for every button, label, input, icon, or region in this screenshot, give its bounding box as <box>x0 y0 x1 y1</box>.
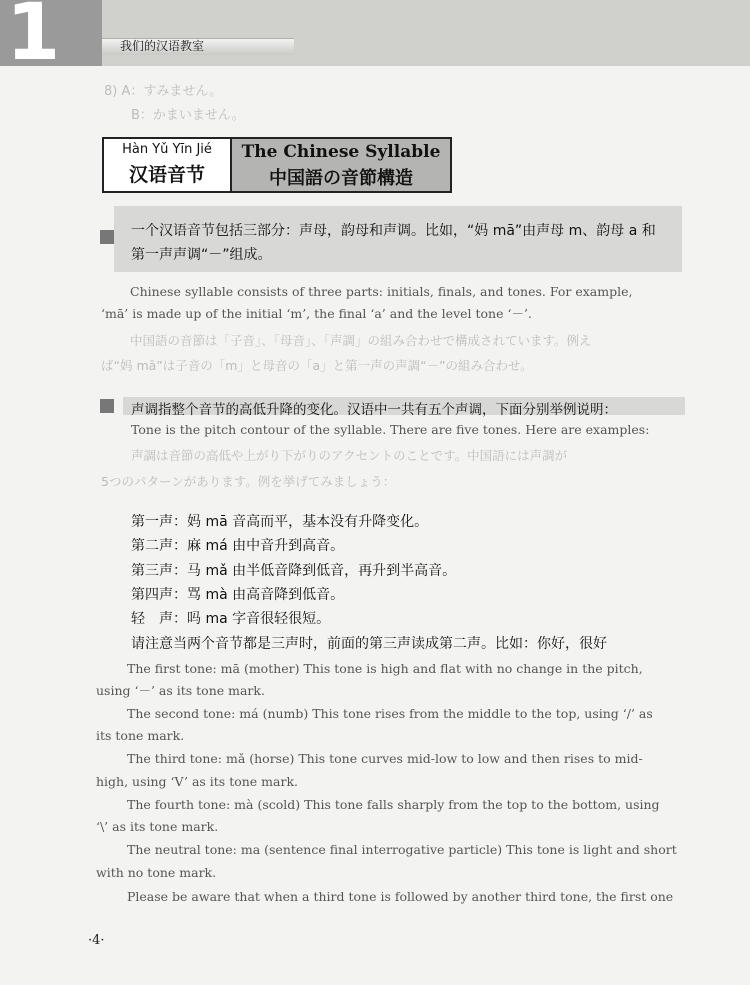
section1-cn-line1: 一个汉语音节包括三部分：声母，韵母和声调。比如，“妈 mā”由声母 m、韵母 a 和 <box>131 223 656 239</box>
tone-neutral-en-2: with no tone mark. <box>96 865 217 880</box>
title-left-panel <box>104 139 232 191</box>
tone-first-cn: 第一声：妈 mā 音高而平，基本没有升降变化。 <box>131 514 429 530</box>
section2-en-line: Tone is the pitch contour of the syllable. There are five tones. Here are examples: <box>131 422 650 437</box>
tone-third-cn: 第三声：马 mǎ 由半低音降到低音，再升到半高音。 <box>131 563 457 579</box>
section1-en-line1: Chinese syllable consists of three parts: initials, finals, and tones. For example, <box>130 284 633 299</box>
section1-ja-line2: ば“妈 mā”は子音の「m」と母音の「a」と第一声の声調“－”の組み合わせ。 <box>101 358 533 373</box>
section1-en-line2: ‘mā’ is made up of the initial ‘m’, the final ‘a’ and the level tone ‘－’. <box>101 306 532 321</box>
japanese-title: 中国語の音節構造 <box>269 168 413 189</box>
tone-second-en-2: its tone mark. <box>96 728 185 743</box>
tone-neutral-en-1: The neutral tone: ma (sentence final interrogative particle) This tone is light and short <box>127 842 677 857</box>
section2-cn-heading: 声调指整个音节的高低升降的变化。汉语中一共有五个声调，下面分别举例说明： <box>131 402 617 418</box>
header-band <box>102 0 750 66</box>
section-title: 我们的汉语教室 <box>120 39 205 53</box>
english-title: The Chinese Syllable <box>241 142 441 162</box>
tone-second-cn: 第二声：麻 má 由中音升到高音。 <box>131 538 345 554</box>
tone-third-en-1: The third tone: mǎ (horse) This tone curves mid-low to low and then rises to mid- <box>127 751 643 766</box>
title-box <box>102 137 452 193</box>
chinese-title: 汉语音节 <box>128 164 205 186</box>
section2-ja-line1: 声調は音節の高低や上がり下がりのアクセントのことです。中国語には声調が <box>131 448 568 463</box>
section1-cn-line2: 第一声声调“－”组成。 <box>131 247 272 263</box>
title-right-panel <box>232 139 450 191</box>
tone-fourth-cn: 第四声：骂 mà 由高音降到低音。 <box>131 587 345 603</box>
section2-ja-line2: 5つのパターンがあります。例を挙げてみましょう： <box>101 474 396 489</box>
tone-third-en-2: high, using ‘V’ as its tone mark. <box>96 774 298 789</box>
bullet-square-icon <box>100 230 114 244</box>
exercise-line-a: 8) A：すみません。 <box>104 84 223 99</box>
tone-fourth-en-1: The fourth tone: mà (scold) This tone falls sharply from the top to the bottom, using <box>127 797 660 812</box>
page-number: ·4· <box>88 933 105 948</box>
tone-note-en: Please be aware that when a third tone is followed by another third tone, the first one <box>127 889 674 904</box>
bullet-square-icon <box>100 399 114 413</box>
tone-note-cn: 请注意当两个音节都是三声时，前面的第三声读成第二声。比如：你好，很好 <box>131 636 607 652</box>
tone-fourth-en-2: ‘\’ as its tone mark. <box>96 819 219 834</box>
exercise-line-b: B：かまいません。 <box>131 108 245 123</box>
tone-first-en-1: The first tone: mā (mother) This tone is high and flat with no change in the pitch, <box>127 661 643 676</box>
tone-neutral-cn: 轻 声：吗 ma 字音很轻很短。 <box>131 611 331 627</box>
pinyin-title: Hàn Yǔ Yīn Jié <box>122 142 212 157</box>
tone-first-en-2: using ‘－’ as its tone mark. <box>96 683 265 698</box>
chapter-number: 1 <box>6 0 61 78</box>
section1-ja-line1: 中国語の音節は「子音」、「母音」、「声調」の組み合わせで構成されています。例え <box>130 333 592 348</box>
tone-second-en-1: The second tone: má (numb) This tone rises from the middle to the top, using ‘/’ as <box>127 706 653 721</box>
